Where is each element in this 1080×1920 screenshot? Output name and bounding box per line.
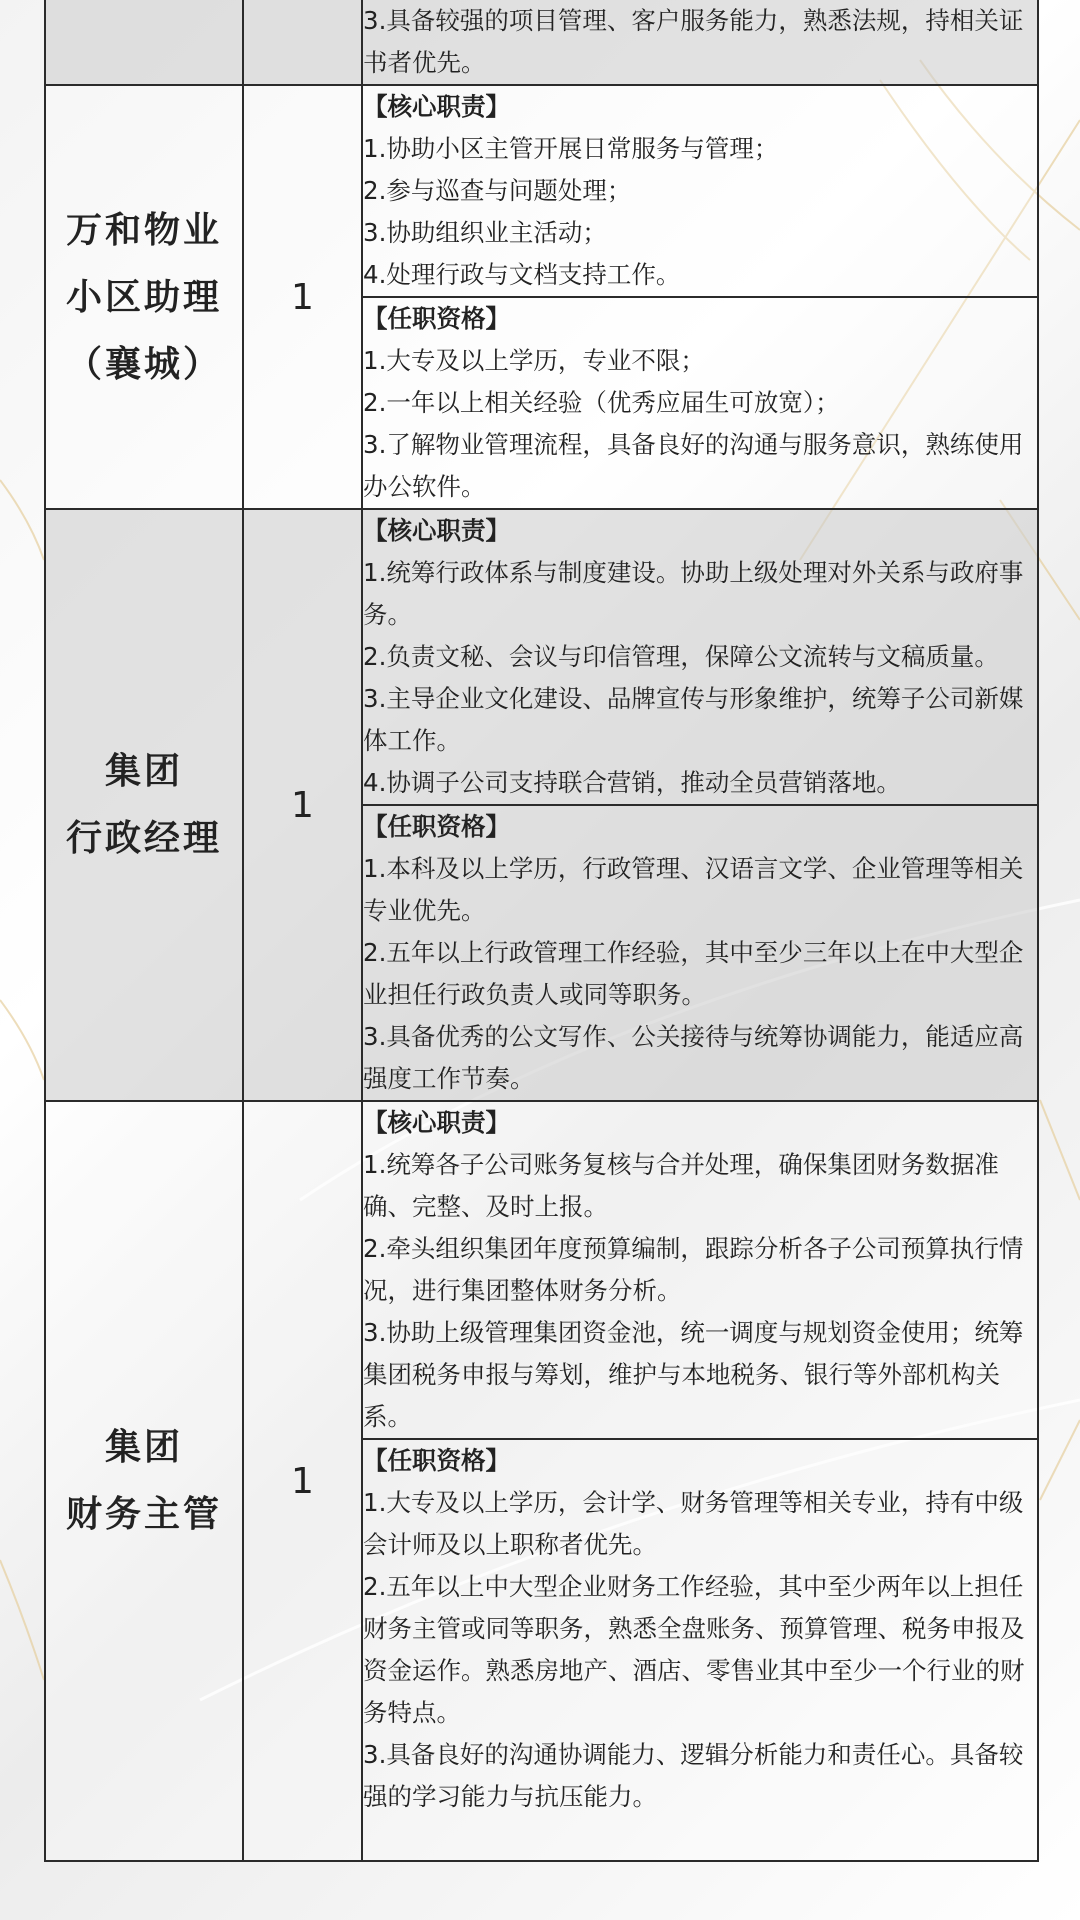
duty-item: 1.统筹各子公司账务复核与合并处理，确保集团财务数据准确、完整、及时上报。 [363, 1150, 999, 1221]
duty-item: 3.协助上级管理集团资金池，统一调度与规划资金使用；统筹集团税务申报与筹划，维护与本地税务、银行等外部机构关系。 [363, 1318, 1024, 1431]
requirements-cell [362, 297, 1038, 509]
requirement-item: 1.本科及以上学历，行政管理、汉语言文学、企业管理等相关专业优先。 [363, 854, 1024, 925]
requirement-item: 3.了解物业管理流程，具备良好的沟通与服务意识，熟练使用办公软件。 [363, 430, 1024, 501]
position-title: 集团 行政经理 [45, 509, 243, 1101]
count-cell [243, 0, 362, 85]
headcount: 1 [243, 85, 362, 509]
table-row [45, 0, 1038, 85]
duty-item: 4.协调子公司支持联合营销，推动全员营销落地。 [363, 768, 901, 797]
table-row [45, 85, 1038, 297]
duties-heading: 【核心职责】 [363, 516, 510, 545]
duty-item: 4.处理行政与文档支持工作。 [363, 260, 681, 289]
job-table-wrapper [44, 0, 1037, 1862]
table-row [45, 1101, 1038, 1439]
requirement-item: 2.五年以上中大型企业财务工作经验，其中至少两年以上担任财务主管或同等职务，熟悉全盘账务、预算管理、税务申报及资金运作。熟悉房地产、酒店、零售业其中至少一个行业的财务特点。 [363, 1572, 1025, 1727]
duty-item: 1.协助小区主管开展日常服务与管理； [363, 134, 779, 163]
position-title: 万和物业 小区助理 （襄城） [45, 85, 243, 509]
job-table [44, 0, 1039, 1862]
requirements-cell [362, 0, 1038, 85]
requirement-item: 1.大专及以上学历，会计学、财务管理等相关专业，持有中级会计师及以上职称者优先。 [363, 1488, 1024, 1559]
requirements-heading: 【任职资格】 [363, 304, 510, 333]
duties-heading: 【核心职责】 [363, 92, 510, 121]
requirement-item: 3.具备良好的沟通协调能力、逻辑分析能力和责任心。具备较强的学习能力与抗压能力。 [363, 1740, 1024, 1811]
requirement-item: 2.一年以上相关经验（优秀应届生可放宽）； [363, 388, 840, 417]
requirements-cell [362, 805, 1038, 1101]
requirement-item: 3.具备优秀的公文写作、公关接待与统筹协调能力，能适应高强度工作节奏。 [363, 1022, 1024, 1093]
headcount: 1 [243, 1101, 362, 1861]
duties-cell [362, 509, 1038, 805]
duty-item: 2.参与巡查与问题处理； [363, 176, 632, 205]
requirement-item: 1.大专及以上学历，专业不限； [363, 346, 705, 375]
duty-item: 3.协助组织业主活动； [363, 218, 607, 247]
requirements-cell [362, 1439, 1038, 1861]
headcount: 1 [243, 509, 362, 1101]
position-title: 集团 财务主管 [45, 1101, 243, 1861]
requirement-item: 3.具备较强的项目管理、客户服务能力，熟悉法规，持相关证书者优先。 [363, 6, 1024, 77]
position-cell [45, 0, 243, 85]
duty-item: 1.统筹行政体系与制度建设。协助上级处理对外关系与政府事务。 [363, 558, 1024, 629]
duty-item: 2.牵头组织集团年度预算编制，跟踪分析各子公司预算执行情况，进行集团整体财务分析。 [363, 1234, 1024, 1305]
duties-heading: 【核心职责】 [363, 1108, 510, 1137]
requirement-item: 2.五年以上行政管理工作经验，其中至少三年以上在中大型企业担任行政负责人或同等职务。 [363, 938, 1024, 1009]
duty-item: 2.负责文秘、会议与印信管理，保障公文流转与文稿质量。 [363, 642, 999, 671]
duties-cell [362, 1101, 1038, 1439]
duty-item: 3.主导企业文化建设、品牌宣传与形象维护，统筹子公司新媒体工作。 [363, 684, 1024, 755]
table-row [45, 509, 1038, 805]
duties-cell [362, 85, 1038, 297]
requirements-heading: 【任职资格】 [363, 812, 510, 841]
requirements-heading: 【任职资格】 [363, 1446, 510, 1475]
